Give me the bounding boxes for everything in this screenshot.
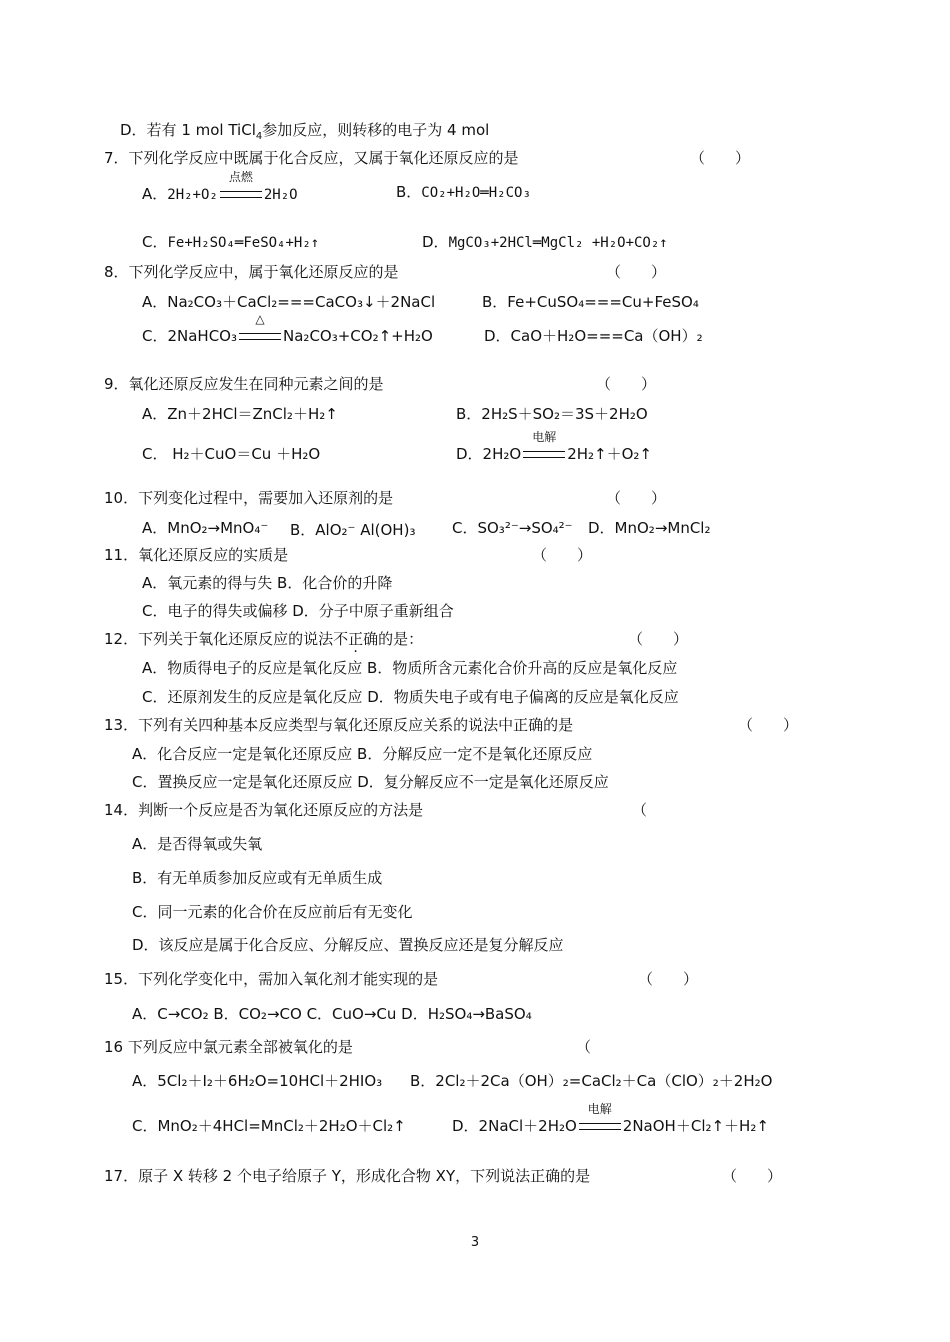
q6-option-d: D．若有 1 mol TiCl$_4$参加反应，则转移的电子为 4 mol bbox=[120, 121, 490, 142]
q17-stem: 17．原子 X 转移 2 个电子给原子 Y，形成化合物 XY，下列说法正确的是 bbox=[104, 1167, 591, 1185]
q12-answer-paren: （ ） bbox=[628, 630, 689, 648]
q7-option-a: A．2H₂+O₂ 点燃 2H₂O bbox=[142, 170, 298, 203]
q7-option-c: C．Fe+H₂SO₄═FeSO₄+H₂↑ bbox=[142, 233, 320, 251]
q14-stem: 14．判断一个反应是否为氧化还原反应的方法是 bbox=[104, 801, 424, 819]
q9-option-b: B．2H₂S＋SO₂＝3S＋2H₂O bbox=[456, 405, 648, 423]
q10-option-b: B．AlO₂⁻ Al(OH)₃ bbox=[290, 521, 416, 539]
q10-stem: 10．下列变化过程中，需要加入还原剂的是 bbox=[104, 489, 394, 507]
q9-option-a: A．Zn＋2HCl＝ZnCl₂＋H₂↑ bbox=[142, 405, 338, 423]
q16-option-b: B．2Cl₂＋2Ca（OH）₂=CaCl₂＋Ca（ClO）₂＋2H₂O bbox=[410, 1072, 773, 1090]
electrolysis-condition: 电解 bbox=[521, 444, 567, 464]
q8-stem: 8．下列化学反应中，属于氧化还原反应的是 bbox=[104, 263, 399, 281]
q8-answer-paren: （ ） bbox=[606, 263, 667, 281]
q9-stem: 9．氧化还原反应发生在同种元素之间的是 bbox=[104, 375, 384, 393]
q15-options: A．C→CO₂ B．CO₂→CO C．CuO→Cu D．H₂SO₄→BaSO₄ bbox=[132, 1005, 532, 1023]
q7-answer-paren: （ ） bbox=[690, 149, 751, 167]
q7-option-d: D．MgCO₃+2HCl═MgCl₂ +H₂O+CO₂↑ bbox=[422, 233, 668, 251]
electrolysis-condition: 电解 bbox=[577, 1116, 623, 1136]
q15-answer-paren: （ ） bbox=[638, 970, 699, 988]
q8-option-d: D．CaO＋H₂O===Ca（OH）₂ bbox=[484, 327, 703, 345]
q17-answer-paren: （ ） bbox=[722, 1167, 783, 1185]
q10-option-d: D．MnO₂→MnCl₂ bbox=[588, 519, 711, 537]
q8-option-a: A．Na₂CO₃＋CaCl₂===CaCO₃↓＋2NaCl bbox=[142, 293, 436, 311]
q12-options-cd: C．还原剂发生的反应是氧化反应 D．物质失电子或有电子偏离的反应是氧化反应 bbox=[142, 688, 679, 706]
q16-stem: 16 下列反应中氯元素全部被氧化的是 bbox=[104, 1038, 353, 1056]
q16-option-d: D．2NaCl＋2H₂O 电解 2NaOH＋Cl₂↑＋H₂↑ bbox=[452, 1102, 769, 1135]
q9-answer-paren: （ ） bbox=[596, 375, 657, 393]
q10-option-c: C．SO₃²⁻→SO₄²⁻ bbox=[452, 519, 573, 537]
q12-options-ab: A．物质得电子的反应是氧化反应 B．物质所含元素化合价升高的反应是氧化反应 bbox=[142, 659, 678, 677]
q16-option-a: A．5Cl₂＋I₂＋6H₂O=10HCl＋2HIO₃ bbox=[132, 1072, 383, 1090]
q14-option-a: A．是否得氧或失氧 bbox=[132, 835, 263, 853]
q8-option-c: C．2NaHCO₃ △ Na₂CO₃+CO₂↑+H₂O bbox=[142, 312, 433, 345]
heat-condition: △ bbox=[237, 326, 283, 346]
q13-options-ab: A．化合反应一定是氧化还原反应 B．分解反应一定不是氧化还原反应 bbox=[132, 745, 593, 763]
q16-option-c: C．MnO₂＋4HCl=MnCl₂＋2H₂O＋Cl₂↑ bbox=[132, 1117, 406, 1135]
q16-answer-paren: （ bbox=[576, 1038, 592, 1056]
q7-option-b: B．CO₂+H₂O═H₂CO₃ bbox=[396, 183, 531, 201]
q10-answer-paren: （ ） bbox=[606, 489, 667, 507]
q13-answer-paren: （ ） bbox=[738, 716, 799, 734]
q11-stem: 11．氧化还原反应的实质是 bbox=[104, 546, 289, 564]
q8-option-b: B．Fe+CuSO₄===Cu+FeSO₄ bbox=[482, 293, 699, 311]
q12-stem: 12．下列关于氧化还原反应的说法不正确的是： bbox=[104, 630, 424, 648]
q11-options-cd: C．电子的得失或偏移 D．分子中原子重新组合 bbox=[142, 602, 454, 620]
q9-option-d: D．2H₂O 电解 2H₂↑＋O₂↑ bbox=[456, 430, 652, 463]
q15-stem: 15．下列化学变化中，需加入氧化剂才能实现的是 bbox=[104, 970, 439, 988]
q13-stem: 13．下列有关四种基本反应类型与氧化还原反应关系的说法中正确的是 bbox=[104, 716, 574, 734]
emphasis-not-correct: 不正确 bbox=[333, 630, 379, 648]
ignite-condition: 点燃 bbox=[218, 184, 264, 204]
q14-option-b: B．有无单质参加反应或有无单质生成 bbox=[132, 869, 383, 887]
q13-options-cd: C．置换反应一定是氧化还原反应 D．复分解反应不一定是氧化还原反应 bbox=[132, 773, 609, 791]
q11-answer-paren: （ ） bbox=[532, 546, 593, 564]
q14-answer-paren: （ bbox=[632, 801, 648, 819]
q7-stem: 7．下列化学反应中既属于化合反应，又属于氧化还原反应的是 bbox=[104, 149, 519, 167]
q14-option-c: C．同一元素的化合价在反应前后有无变化 bbox=[132, 903, 413, 921]
q11-options-ab: A．氧元素的得与失 B．化合价的升降 bbox=[142, 574, 393, 592]
page-number: 3 bbox=[470, 1235, 480, 1250]
q14-option-d: D．该反应是属于化合反应、分解反应、置换反应还是复分解反应 bbox=[132, 936, 564, 954]
q9-option-c: C． H₂＋CuO＝Cu ＋H₂O bbox=[142, 445, 321, 463]
q10-option-a: A．MnO₂→MnO₄⁻ bbox=[142, 519, 269, 537]
